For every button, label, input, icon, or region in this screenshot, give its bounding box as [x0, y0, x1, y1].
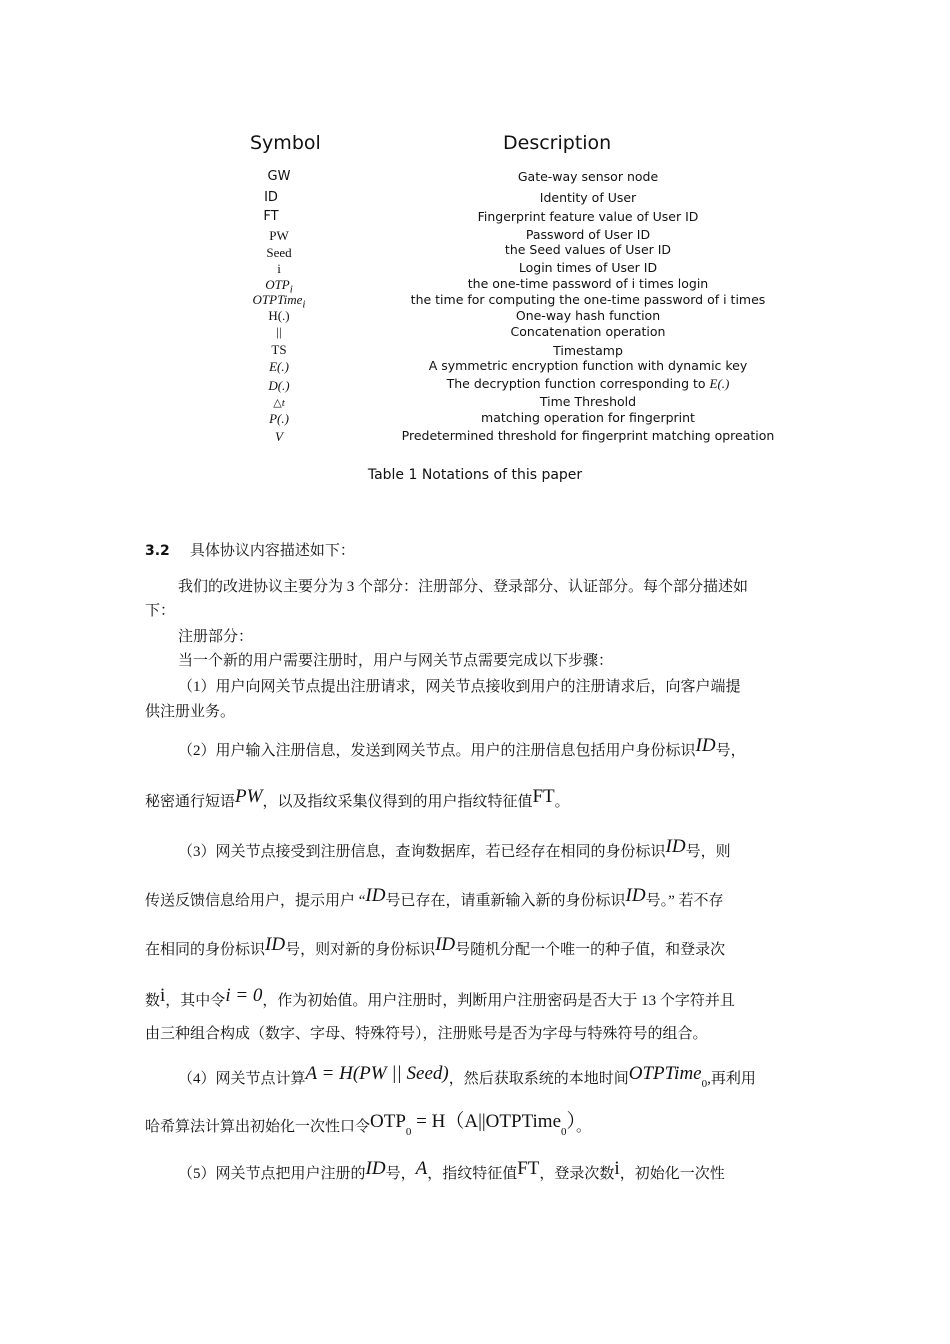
section-number: 3.2 [145, 543, 170, 559]
table-row-description: Timestamp [553, 343, 623, 358]
table-row-description: Predetermined threshold for fingerprint matching opreation [401, 428, 775, 443]
table-row-description: Fingerprint feature value of User ID [477, 209, 699, 224]
table-row-symbol: TS [271, 342, 287, 357]
paragraph-line: 我们的改进协议主要分为 3 个部分：注册部分、登录部分、认证部分。每个部分描述如 [178, 579, 749, 595]
paragraph-line: 当一个新的用户需要注册时，用户与网关节点需要完成以下步骤： [178, 653, 614, 669]
table-row-description: Gate-way sensor node [517, 169, 659, 184]
table-row-symbol: PW [269, 228, 289, 243]
section-heading [145, 541, 355, 561]
table-row-symbol: GW [267, 169, 291, 184]
table-row-description: Time Threshold [539, 394, 637, 409]
table-caption: Table 1 Notations of this paper [367, 467, 583, 483]
table-row-description: The decryption function corresponding to E(.) [446, 376, 730, 391]
table-row-symbol: ID [264, 190, 278, 205]
paragraph-line: 由三种组合构成（数字、字母、特殊符号），注册账号是否为字母与特殊符号的组合。 [145, 1026, 708, 1042]
table-row-symbol: OTPTime$_i$ [252, 292, 306, 311]
paragraph-line: 下： [145, 603, 176, 619]
subheading: 注册部分： [178, 629, 254, 645]
table-row-description: Password of User ID [525, 227, 651, 242]
table-row-symbol: P(.) [269, 411, 289, 426]
paragraph-line: 数i，其中令i = 0，作为初始值。用户注册时，判断用户注册密码是否大于 13 个字符并且 [145, 985, 735, 1009]
table-row-description: the one-time password of i times login [467, 276, 709, 291]
table-row-symbol: || [276, 324, 282, 339]
table-row-symbol: $OTP_i$ [265, 277, 293, 296]
paragraph-line: 在相同的身份标识ID号，则对新的身份标识ID号随机分配一个唯一的种子值，和登录次 [145, 934, 726, 958]
table-row-symbol: V [275, 429, 283, 444]
table-row-description: Concatenation operation [510, 324, 666, 339]
table-row-description: A symmetric encryption function with dynamic key [428, 358, 748, 373]
paragraph-line: （1）用户向网关节点提出注册请求，网关节点接收到用户的注册请求后，向客户端提 [178, 679, 741, 695]
table-row-symbol: △t [273, 397, 285, 409]
paragraph-line: 哈希算法计算出初始化一次性口令$OTP_0$ = H（A||OTPTime$_0$）。 [145, 1111, 592, 1138]
paragraph-line: 传送反馈信息给用户，提示用户 “ID号已存在，请重新输入新的身份标识ID号。” 若不存 [145, 885, 724, 909]
paragraph-line: （5）网关节点把用户注册的ID号，A，指纹特征值FT，登录次数i，初始化一次性 [178, 1158, 725, 1182]
table-header-symbol: Symbol [250, 132, 321, 154]
table-row-symbol: FT [263, 209, 279, 224]
table-row-description: Login times of User ID [518, 260, 658, 275]
paragraph-line: 供注册业务。 [145, 704, 236, 720]
paragraph-line: 秘密通行短语PW，以及指纹采集仪得到的用户指纹特征值FT。 [145, 786, 570, 810]
table-row-description: Identity of User [539, 190, 637, 205]
table-row-description: the time for computing the one-time password of i times [410, 292, 766, 307]
table-row-symbol: Seed [266, 245, 292, 260]
paragraph-line: （2）用户输入注册信息，发送到网关节点。用户的注册信息包括用户身份标识ID号， [178, 735, 746, 759]
table-header-description: Description [503, 132, 612, 154]
table-row-description: the Seed values of User ID [504, 242, 672, 257]
table-row-description: matching operation for fingerprint [481, 410, 695, 425]
table-row-symbol: H(.) [268, 308, 290, 323]
table-row-description: One-way hash function [515, 308, 661, 323]
table-row-symbol: i [277, 261, 281, 276]
section-title: 具体协议内容描述如下： [189, 543, 355, 559]
table-row-symbol: D(.) [268, 378, 290, 393]
paragraph-line: （4）网关节点计算A = H(PW || Seed)，然后获取系统的本地时间OTPTime$_0$,再利用 [178, 1063, 756, 1090]
paragraph-line: （3）网关节点接受到注册信息，查询数据库，若已经存在相同的身份标识ID号，则 [178, 836, 731, 860]
table-row-symbol: E(.) [269, 359, 289, 374]
